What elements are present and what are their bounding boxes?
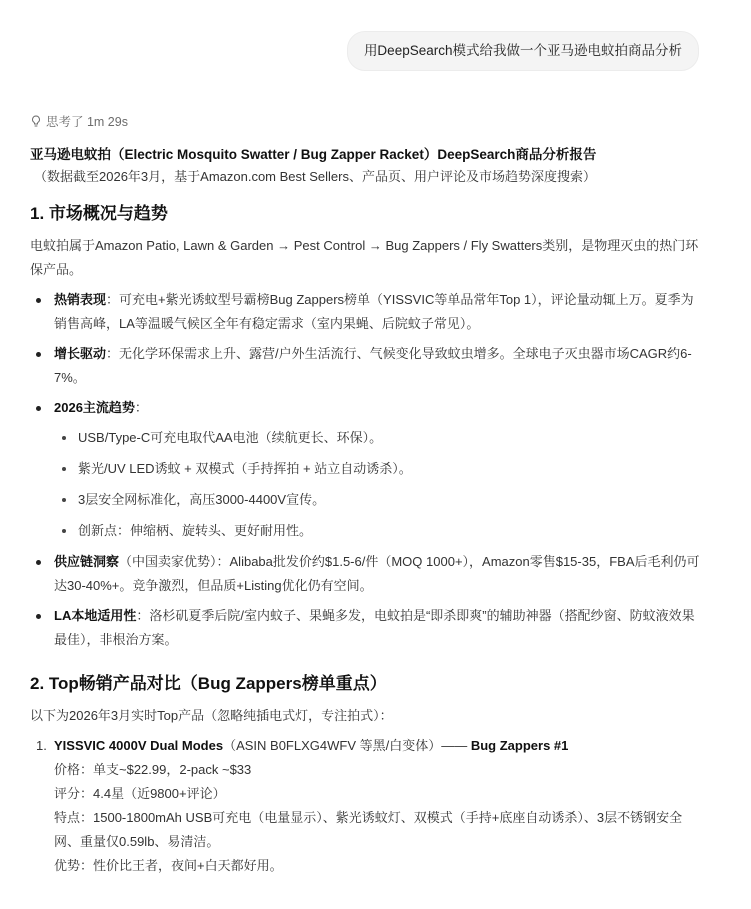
product-name: YISSVIC 4000V Dual Modes — [54, 738, 224, 753]
list-item — [30, 734, 702, 878]
section-heading-top-products: 2. Top畅销产品对比（Bug Zappers榜单重点） — [30, 674, 387, 693]
product-price: 价格：单支~$22.99，2-pack ~$33 — [54, 762, 252, 777]
bullet-text: ：洛杉矶夏季后院/室内蚊子、果蝇多发，电蚊拍是“即杀即爽”的辅助神器（搭配纱窗、防蚊液效果最佳），非根治方案。 — [54, 608, 695, 647]
list-item — [30, 288, 702, 336]
bullet-text: ： — [134, 400, 148, 415]
list-item — [30, 550, 702, 598]
bullet-text: ：可充电+紫光诱蚊型号霸榜Bug Zappers榜单（YISSVIC等单品常年Top 1），评论量动辄上万。夏季为销售高峰，LA等温暖气候区全年有稳定需求（室内果蝇、后院蚊子常见）。 — [54, 292, 694, 331]
section-heading-market: 1. 市场概况与趋势 — [30, 204, 168, 223]
thinking-status[interactable] — [30, 112, 128, 130]
product-asin: （ASIN B0FLXG4WFV 等黑/白变体）—— — [223, 738, 471, 753]
list-item — [30, 604, 702, 652]
product-number: 1. — [36, 738, 47, 753]
list-item — [30, 342, 702, 390]
bullet-text: （中国卖家优势）：Alibaba批发价约$1.5-6/件（MOQ 1000+），Amazon零售$15-35，FBA后毛利仍可达30-40%+。竞争激烈，但品质+Listing优化仍有空间。 — [54, 554, 700, 593]
product-pros: 优势：性价比王者，夜间+白天都好用。 — [54, 858, 283, 873]
product-rating: 评分：4.4星（近9800+评论） — [54, 786, 226, 801]
list-item: USB/Type-C可充电取代AA电池（续航更长、环保）。 — [54, 426, 702, 450]
assistant-response — [30, 144, 702, 878]
thinking-label: 思考了 1m 29s — [46, 115, 128, 129]
lightbulb-icon — [30, 115, 42, 127]
market-bullets — [30, 288, 702, 652]
list-item: 创新点：伸缩柄、旋转头、更好耐用性。 — [54, 519, 702, 543]
report-subtitle: （数据截至2026年3月，基于Amazon.com Best Sellers、产品页、用户评论及市场趋势深度搜索） — [34, 169, 596, 184]
report-title: 亚马逊电蚊拍（Electric Mosquito Swatter / Bug Zapper Racket）DeepSearch商品分析报告 — [30, 147, 597, 162]
bullet-label: 热销表现 — [54, 292, 107, 307]
list-item — [30, 396, 702, 543]
bullet-label: 2026主流趋势 — [54, 400, 135, 415]
product-features: 特点：1500-1800mAh USB可充电（电量显示）、紫光诱蚊灯、双模式（手持+底座自动诱杀）、3层不锈钢安全网、重量仅0.59lb、易清洁。 — [54, 810, 683, 849]
bullet-label: 供应链洞察 — [54, 554, 120, 569]
bullet-label: LA本地适用性 — [54, 608, 137, 623]
bullet-text: ：无化学环保需求上升、露营/户外生活流行、气候变化导致蚊虫增多。全球电子灭虫器市场CAGR约6-7%。 — [54, 346, 692, 385]
bullet-label: 增长驱动 — [54, 346, 107, 361]
product-title-line — [54, 734, 702, 758]
list-item: 紫光/UV LED诱蚊 + 双模式（手持挥拍 + 站立自动诱杀）。 — [54, 457, 702, 481]
top-products-intro: 以下为2026年3月实时Top产品（忽略纯插电式灯，专注拍式）： — [30, 708, 393, 723]
product-rank: Bug Zappers #1 — [470, 738, 569, 753]
product-list — [30, 734, 702, 878]
list-item: 3层安全网标准化，高压3000-4400V宣传。 — [54, 488, 702, 512]
market-intro: 电蚊拍属于Amazon Patio, Lawn & Garden → Pest Control → Bug Zappers / Fly Swatters类别，是物理灭虫的热门环保产品。 — [30, 238, 699, 277]
user-message-bubble — [347, 31, 699, 71]
trend-sublist — [54, 426, 702, 543]
user-message-text: 用DeepSearch模式给我做一个亚马逊电蚊拍商品分析 — [363, 43, 682, 58]
